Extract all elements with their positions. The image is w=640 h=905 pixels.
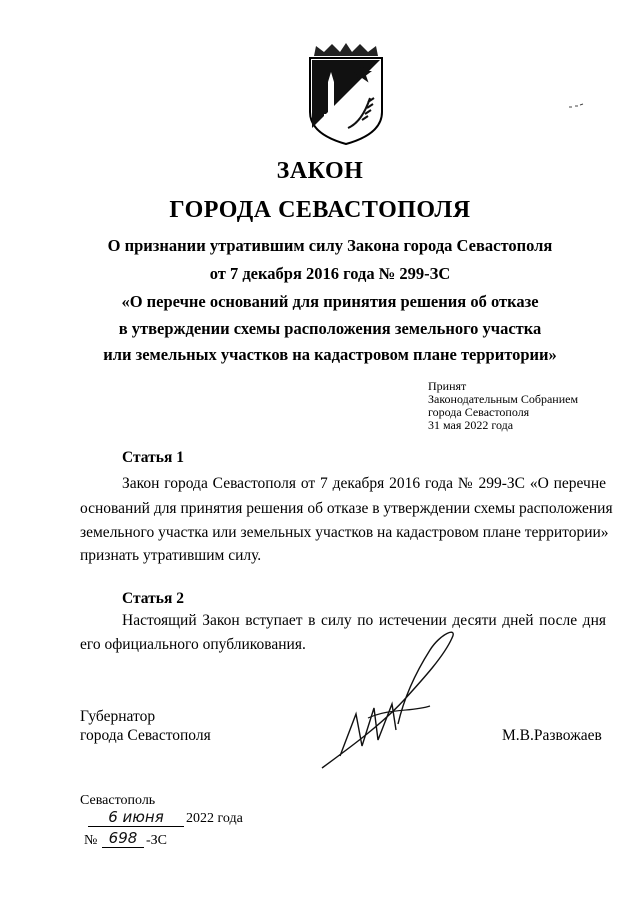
law-number-prefix: №: [84, 833, 98, 848]
subtitle-line-5: или земельных участков на кадастровом плане территории»: [103, 345, 557, 364]
subtitle-line-2: от 7 декабря 2016 года № 299-ЗС: [209, 264, 451, 283]
handwritten-law-number: 698: [102, 829, 144, 848]
signatory-position: города Севастополя: [80, 727, 211, 744]
article1-text-line: земельного участка или земельных участков на кадастровом плане территории»: [80, 524, 609, 541]
subtitle-line-3: «О перечне оснований для принятия решения об отказе: [121, 292, 539, 311]
document-title-law: ЗАКОН: [276, 158, 364, 184]
article2-heading: Статья 2: [122, 590, 184, 607]
article1-text-line: Закон города Севастополя от 7 декабря 2016 года № 299-ЗС «О перечне: [122, 475, 606, 492]
handwritten-signature: [312, 628, 480, 778]
law-number-field: [102, 829, 144, 848]
scan-speck: [568, 96, 584, 102]
subtitle-line-4: в утверждении схемы расположения земельного участка: [118, 319, 542, 338]
article1-text-line: оснований для принятия решения об отказе в утверждении схемы расположения: [80, 500, 613, 517]
handwritten-date: 6 июня: [88, 808, 184, 827]
signatory-position: Губернатор: [80, 708, 156, 725]
article2-text-line: его официального опубликования.: [80, 636, 306, 653]
article2-text-line: Настоящий Закон вступает в силу по истечении десяти дней после дня: [122, 612, 606, 629]
adoption-line: Законодательным Собранием: [428, 392, 579, 406]
signatory-name: М.В.Развожаев: [502, 727, 602, 744]
adoption-line: Принят: [428, 379, 467, 393]
adoption-line: города Севастополя: [428, 405, 530, 419]
signing-date-field: [88, 808, 184, 827]
article1-heading: Статья 1: [122, 449, 184, 466]
signing-city: Севастополь: [80, 793, 156, 808]
coat-of-arms-emblem: [304, 42, 388, 146]
subtitle-line-1: О признании утратившим силу Закона города Севастополя: [107, 236, 553, 255]
document-title-city: ГОРОДА СЕВАСТОПОЛЯ: [169, 197, 471, 223]
article1-text-line: признать утратившим силу.: [80, 547, 262, 564]
signing-year: 2022 года: [186, 811, 243, 826]
adoption-date: 31 мая 2022 года: [428, 418, 514, 432]
law-number-suffix: -ЗС: [146, 833, 168, 848]
adoption-block: [428, 380, 578, 432]
